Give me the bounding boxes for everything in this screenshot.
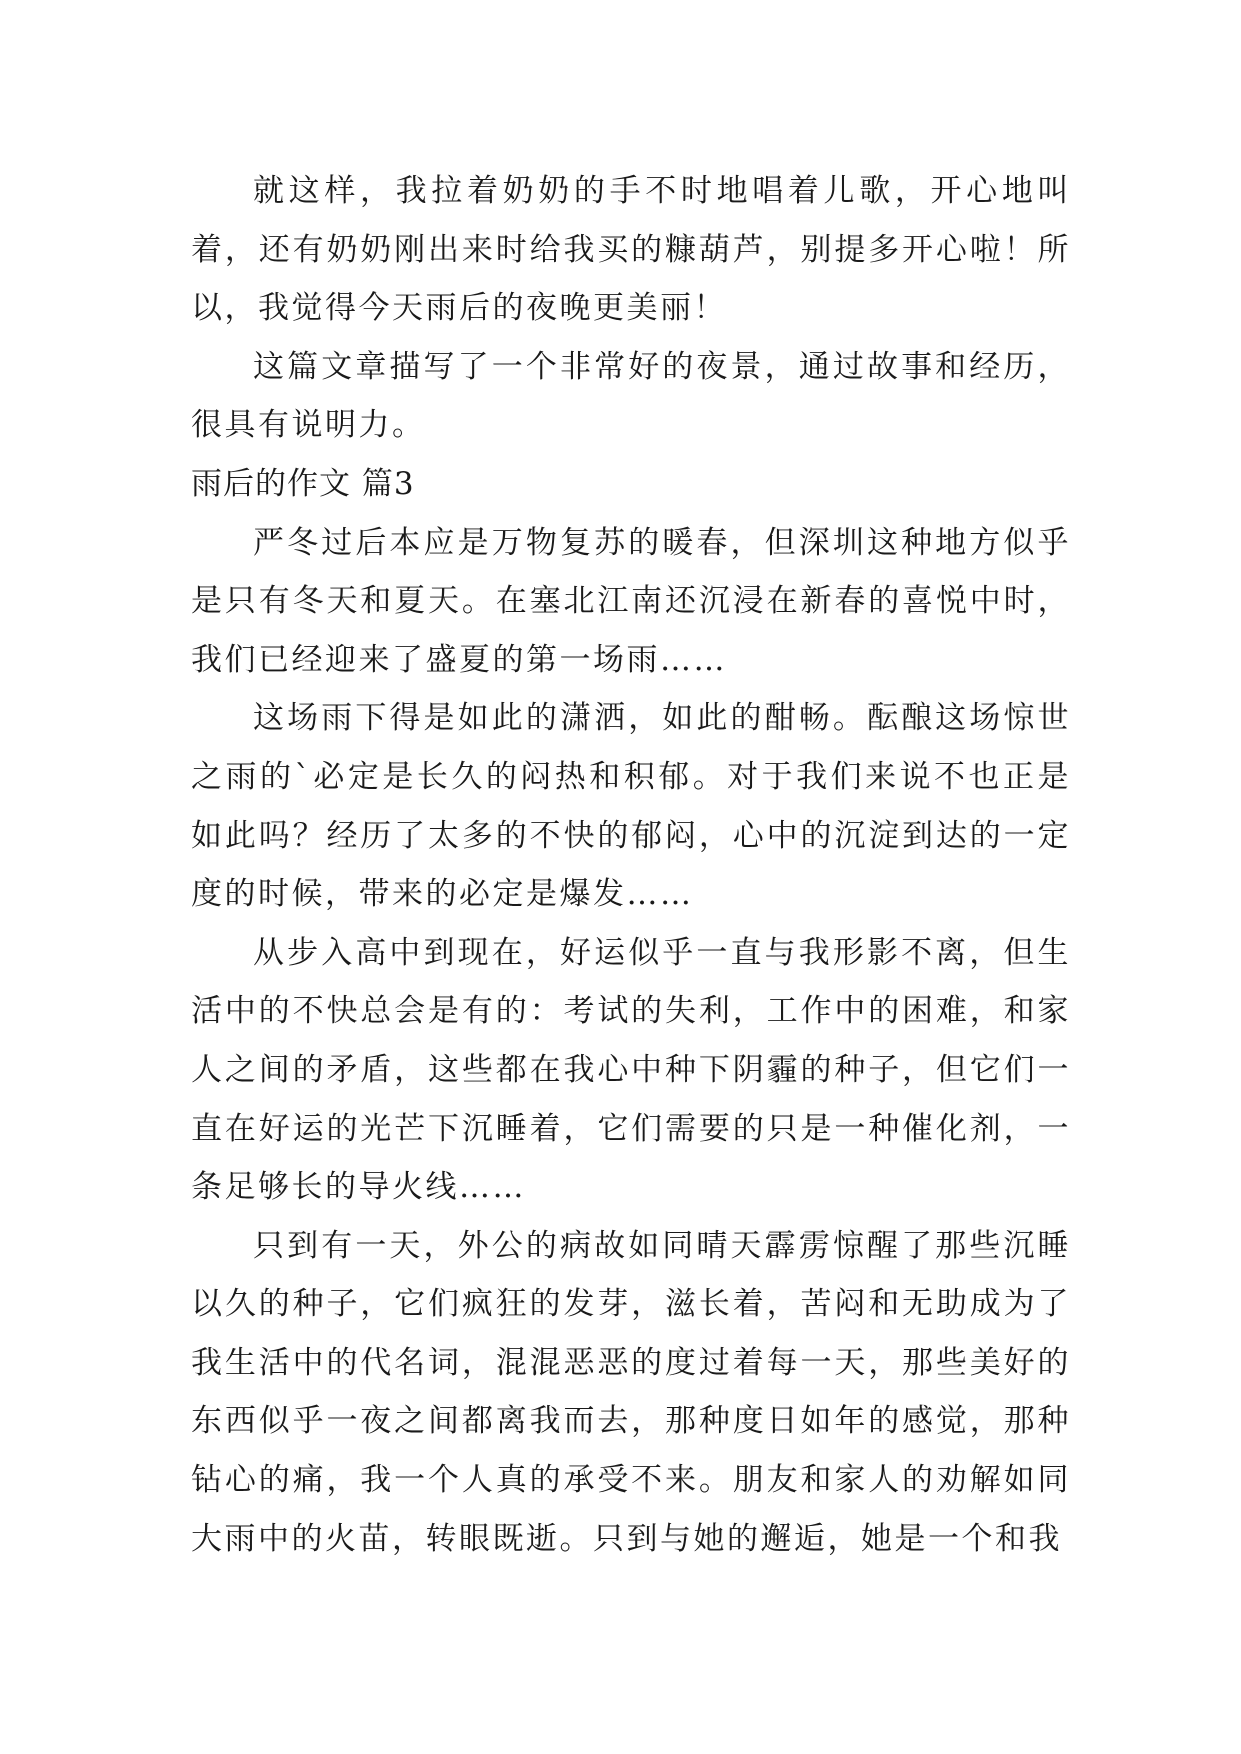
paragraph: 这篇文章描写了一个非常好的夜景，通过故事和经历，很具有说明力。 — [191, 348, 1071, 444]
paragraph: 从步入高中到现在，好运似乎一直与我形影不离，但生活中的不快总会是有的：考试的失利，工作中的困难，和家人之间的矛盾，这些都在我心中种下阴霾的种子，但它们一直在好运的光芒下沉睡着，它们需要的只是一种催化剂，一条足够长的导火线…… — [191, 934, 1071, 1206]
paragraph: 这场雨下得是如此的潇洒，如此的酣畅。酝酿这场惊世之雨的`必定是长久的闷热和积郁。对于我们来说不也正是如此吗？经历了太多的不快的郁闷，心中的沉淀到达的一定度的时候，带来的必定是爆发…… — [191, 700, 1071, 913]
document-body — [191, 162, 1071, 1568]
paragraph: 只到有一天，外公的病故如同晴天霹雳惊醒了那些沉睡以久的种子，它们疯狂的发芽，滋长着，苦闷和无助成为了我生活中的代名词，混混恶恶的度过着每一天，那些美好的东西似乎一夜之间都离我而去，那种度日如年的感觉，那种钻心的痛，我一个人真的承受不来。朋友和家人的劝解如同大雨中的火苗，转眼既逝。只到与她的邂逅，她是一个和我 — [191, 1227, 1071, 1557]
paragraph: 就这样，我拉着奶奶的手不时地唱着儿歌，开心地叫着，还有奶奶刚出来时给我买的糠葫芦，别提多开心啦！所以，我觉得今天雨后的夜晚更美丽！ — [191, 173, 1071, 327]
paragraph: 严冬过后本应是万物复苏的暖春，但深圳这种地方似乎是只有冬天和夏天。在塞北江南还沉浸在新春的喜悦中时，我们已经迎来了盛夏的第一场雨…… — [191, 524, 1071, 678]
section-heading: 雨后的作文 篇3 — [191, 465, 415, 502]
